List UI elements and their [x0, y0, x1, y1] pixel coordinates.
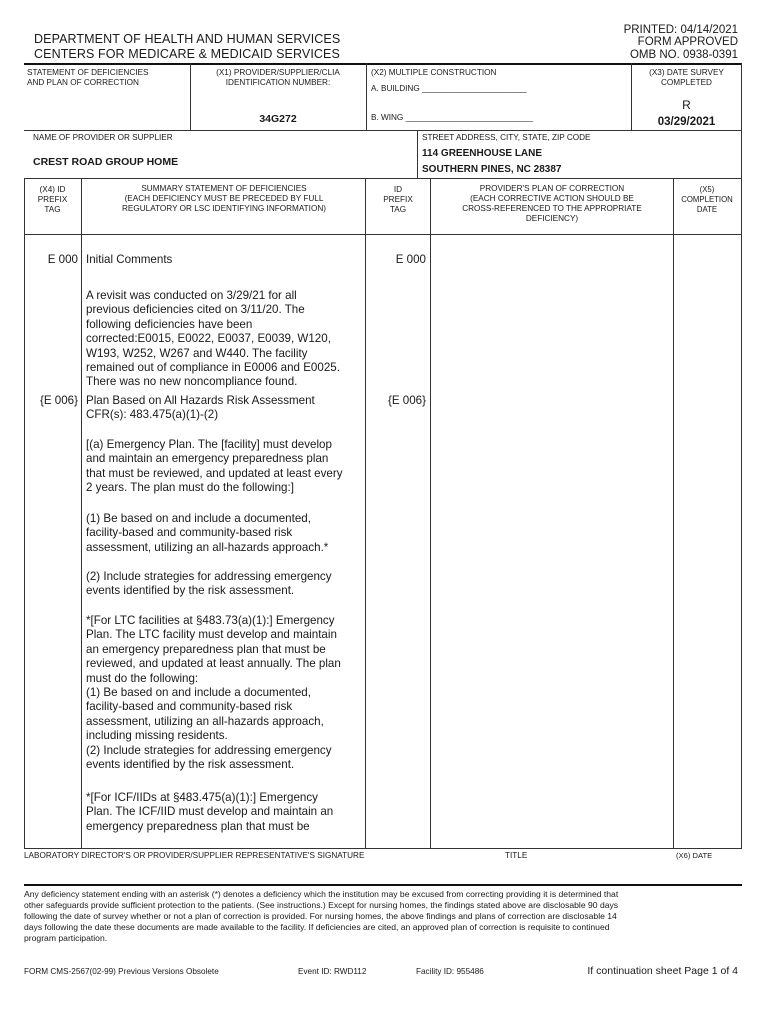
divider — [366, 63, 367, 130]
rule — [24, 884, 742, 886]
event-id: Event ID: RWD112 — [298, 967, 367, 976]
provider-id-number: 34G272 — [259, 113, 297, 125]
agency-name-line2: CENTERS FOR MEDICARE & MEDICAID SERVICES — [34, 47, 340, 61]
paragraph-ltc: *[For LTC facilities at §483.73(a)(1):] Emergency Plan. The LTC facility must develop and maintain an emergency preparedness plan that must be reviewed, and updated at least annually. The plan must do the following: (1) Be based on and include a documented, facility-based and community-based risk assessment, utilizing an all-hazards approach, including missing residents. (2) Include strategies for addressing emergency events identified by the risk assessment. — [86, 614, 341, 772]
col-header-x5: (X5) COMPLETION DATE — [681, 185, 733, 214]
tag-e000: E 000 — [47, 253, 78, 266]
divider — [673, 178, 674, 848]
provider-name: CREST ROAD GROUP HOME — [33, 156, 179, 168]
divider — [24, 178, 25, 848]
paragraph-emergency-plan: [(a) Emergency Plan. The [facility] must develop and maintain an emergency preparedness plan that must be reviewed, and updated at least every 2 years. The plan must do the following:] — [86, 438, 343, 495]
divider — [430, 178, 431, 848]
divider — [81, 178, 82, 848]
provider-name-label: NAME OF PROVIDER OR SUPPLIER — [33, 133, 173, 142]
omb-number: OMB NO. 0938-0391 — [629, 49, 738, 61]
entry-title-initial-comments: Initial Comments — [86, 253, 173, 266]
rule — [24, 234, 742, 235]
col-header-summary: SUMMARY STATEMENT OF DEFICIENCIES (EACH DEFICIENCY MUST BE PRECEDED BY FULL REGULATORY OR LSC IDENTIFYING INFORMATION) — [122, 184, 326, 213]
entry-title-hazards: Plan Based on All Hazards Risk Assessment CFR(s): 483.475(a)(1)-(2) — [86, 394, 315, 422]
tag-e006: {E 006} — [39, 394, 78, 407]
paragraph-icf-iid: *[For ICF/IIDs at §483.475(a)(1):] Emergency Plan. The ICF/IID must develop and maintain an emergency preparedness plan that must be — [86, 791, 334, 833]
divider — [741, 63, 742, 848]
divider — [190, 63, 191, 130]
address-label: STREET ADDRESS, CITY, STATE, ZIP CODE — [422, 133, 591, 142]
tag-e006-right: {E 006} — [387, 394, 426, 407]
address-city: SOUTHERN PINES, NC 28387 — [422, 164, 562, 175]
revisit-indicator: R — [682, 98, 691, 112]
x3-label: (X3) DATE SURVEY COMPLETED — [649, 68, 724, 87]
top-rule — [24, 63, 742, 65]
col-header-plan: PROVIDER'S PLAN OF CORRECTION (EACH CORRECTIVE ACTION SHOULD BE CROSS-REFERENCED TO THE APPROPRIATE DEFICIENCY) — [462, 184, 642, 223]
rule — [24, 848, 742, 849]
statement-label: STATEMENT OF DEFICIENCIES AND PLAN OF CORRECTION — [27, 68, 149, 87]
signature-label: LABORATORY DIRECTOR'S OR PROVIDER/SUPPLIER REPRESENTATIVE'S SIGNATURE — [24, 851, 365, 860]
x2-label: (X2) MULTIPLE CONSTRUCTION — [371, 68, 497, 77]
agency-name-line1: DEPARTMENT OF HEALTH AND HUMAN SERVICES — [34, 32, 341, 46]
form-number: FORM CMS-2567(02-99) Previous Versions Obsolete — [24, 967, 219, 976]
col-header-x4: (X4) ID PREFIX TAG — [37, 185, 68, 214]
divider — [631, 63, 632, 130]
printed-date: PRINTED: 04/14/2021 — [623, 24, 738, 36]
paragraph-risk-assessment: (1) Be based on and include a documented, facility-based and community-based risk assessment, utilizing an all-hazards approach.* — [86, 512, 329, 554]
rule — [24, 178, 742, 179]
address-street: 114 GREENHOUSE LANE — [422, 148, 543, 159]
survey-completed-date: 03/29/2021 — [657, 116, 716, 128]
page-indicator: If continuation sheet Page 1 of 4 — [587, 965, 738, 977]
rule — [24, 130, 742, 131]
form-approved: FORM APPROVED — [637, 36, 738, 48]
divider — [417, 130, 418, 178]
signature-date-label: (X6) DATE — [676, 851, 713, 860]
disclosure-footnote: Any deficiency statement ending with an asterisk (*) denotes a deficiency which the institution may be excused from correcting providing it is determined that other safeguards provide sufficient protection to the patients. (See instructions.) Except for nursing homes, the findings stated above are disclosable 90 days following the date of survey whether or not a plan of correction is provided. For nursing homes, the above findings and plans of correction are disclosable 14 days following the date these documents are made available to the facility. If deficiencies are cited, an approved plan of correction is requisite to continued program participation. — [24, 889, 619, 943]
paragraph-strategies: (2) Include strategies for addressing emergency events identified by the risk assessment. — [86, 570, 332, 598]
tag-e000-right: E 000 — [395, 253, 426, 266]
paragraph-revisit: A revisit was conducted on 3/29/21 for all previous deficiencies cited on 3/11/20. The following deficiencies have been corrected:E0015, E0022, E0037, E0039, W120, W193, W252, W267 and W440. The facility remained out of compliance in E0006 and E0025. There was no new noncompliance found. — [86, 289, 340, 389]
x1-label: (X1) PROVIDER/SUPPLIER/CLIA IDENTIFICATION NUMBER: — [216, 68, 340, 87]
title-label: TITLE — [505, 851, 528, 860]
building-field: A. BUILDING _______________________ — [371, 84, 527, 93]
wing-field: B. WING ____________________________ — [371, 113, 534, 122]
facility-id: Facility ID: 955486 — [416, 967, 484, 976]
col-header-id: ID PREFIX TAG — [383, 185, 413, 214]
